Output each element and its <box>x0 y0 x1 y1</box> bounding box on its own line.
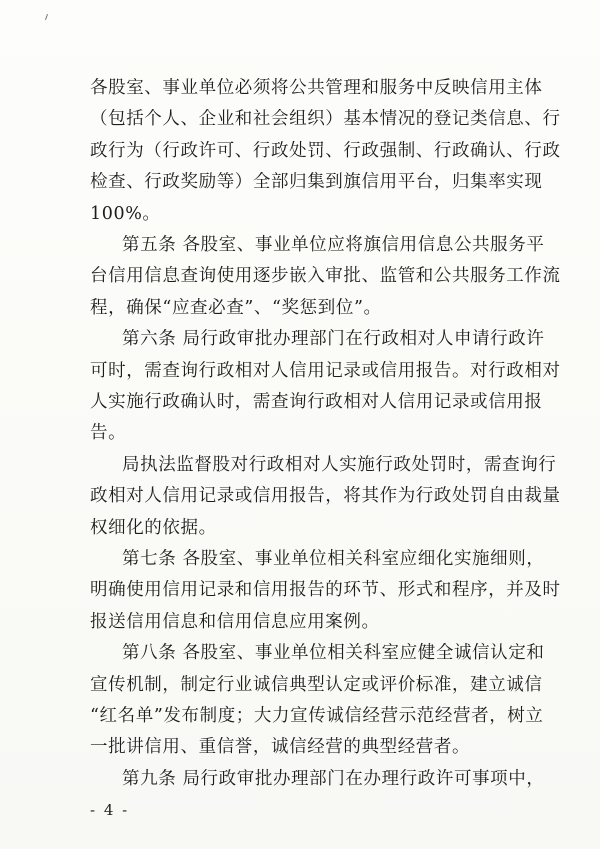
article-8-line-1: 第八条 各股室、事业单位相关科室应健全诚信认定和 <box>122 643 545 663</box>
enforcement-line-1: 局执法监督股对行政相对人实施行政处罚时，需查询行 <box>122 455 557 475</box>
article-6-line-3: 人实施行政确认时，需查询行政相对人信用记录或信用报 <box>90 392 543 412</box>
article-5-line-2: 台信用信息查询使用逐步嵌入审批、监管和公共服务工作流 <box>90 266 561 286</box>
article-5-line-3: 程，确保“应查必查”、“奖惩到位”。 <box>90 298 382 318</box>
enforcement-line-3: 权细化的依据。 <box>90 518 217 538</box>
article-6-line-1: 第六条 局行政审批办理部门在行政相对人申请行政许 <box>122 329 545 349</box>
article-6-line-4: 告。 <box>90 423 127 443</box>
article-8-line-3: “红名单”发布制度；大力宣传诚信经营示范经营者，树立 <box>90 706 544 726</box>
article-8-line-2: 宣传机制，制定行业诚信典型认定或评价标准，建立诚信 <box>90 675 543 695</box>
article-7-line-2: 明确使用信用记录和信用报告的环节、形式和程序，并及时 <box>90 580 561 600</box>
page-number: - 4 - <box>90 801 130 819</box>
article-7-line-3: 报送信用信息和信用信息应用案例。 <box>90 612 380 632</box>
body-line-5: 100%。 <box>90 204 161 224</box>
body-line-2: （包括个人、企业和社会组织）基本情况的登记类信息、行 <box>90 109 561 129</box>
body-line-3: 政行为（行政许可、行政处罚、行政强制、行政确认、行政 <box>90 141 561 161</box>
body-line-4: 检查、行政奖励等）全部归集到旗信用平台，归集率实现 <box>90 172 543 192</box>
article-8-line-4: 一批讲信用、重信誉，诚信经营的典型经营者。 <box>90 737 471 757</box>
enforcement-line-2: 政相对人信用记录或信用报告，将其作为行政处罚自由裁量 <box>90 486 561 506</box>
article-5-line-1: 第五条 各股室、事业单位应将旗信用信息公共服务平 <box>122 235 545 255</box>
article-6-line-2: 可时，需查询行政相对人信用记录或信用报告。对行政相对 <box>90 361 561 381</box>
scan-speck <box>45 14 48 20</box>
body-line-1: 各股室、事业单位必须将公共管理和服务中反映信用主体 <box>90 78 543 98</box>
article-9-line-1: 第九条 局行政审批办理部门在办理行政许可事项中， <box>122 769 545 789</box>
article-7-line-1: 第七条 各股室、事业单位相关科室应细化实施细则， <box>122 549 545 569</box>
